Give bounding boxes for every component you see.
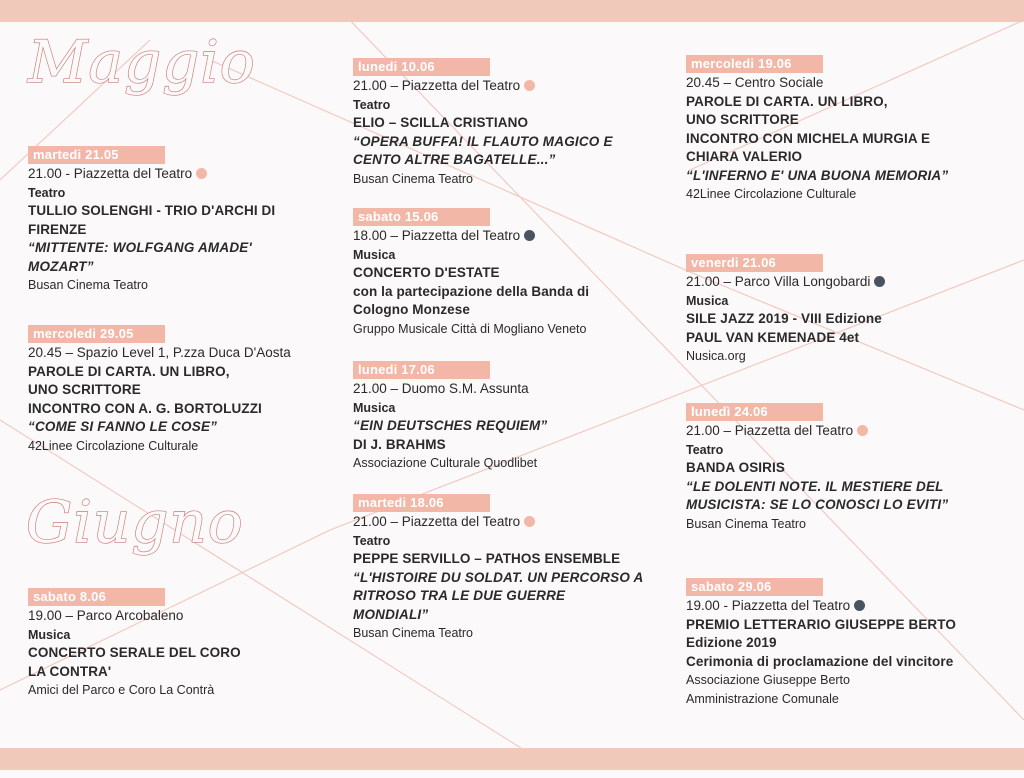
event-time-place bbox=[686, 597, 1006, 616]
event-title-line: Cologno Monzese bbox=[353, 302, 470, 317]
event-subtitle-line: “L'HISTOIRE DU SOLDAT. UN PERCORSO A bbox=[353, 569, 644, 585]
event-title-line: LA CONTRA' bbox=[28, 663, 112, 679]
event-time-place bbox=[353, 77, 673, 96]
event-subtitle-line: “LE DOLENTI NOTE. IL MESTIERE DEL bbox=[686, 478, 944, 494]
category-dot-icon bbox=[874, 276, 885, 287]
event-time-text: 21.00 – Piazzetta del Teatro bbox=[353, 78, 521, 93]
event-title-line: PAUL VAN KEMENADE 4et bbox=[686, 329, 860, 345]
event-card bbox=[353, 361, 673, 473]
event-date-badge: sabato 29.06 bbox=[686, 578, 823, 596]
event-title-line: INCONTRO CON MICHELA MURGIA E bbox=[686, 130, 931, 146]
event-category: Musica bbox=[686, 293, 729, 308]
event-organizer: 42Linee Circolazione Culturale bbox=[28, 438, 199, 453]
event-subtitle-line: “L'INFERNO E' UNA BUONA MEMORIA” bbox=[686, 167, 949, 183]
event-title-line: PEPPE SERVILLO – PATHOS ENSEMBLE bbox=[353, 551, 621, 566]
event-subtitle-line: CENTO ALTRE BAGATELLE...” bbox=[353, 152, 556, 167]
category-dot-icon bbox=[196, 168, 207, 179]
event-subtitle-line: “COME SI FANNO LE COSE” bbox=[28, 419, 218, 434]
event-title-line: BANDA OSIRIS bbox=[686, 460, 785, 475]
event-organizer: 42Linee Circolazione Culturale bbox=[686, 187, 857, 201]
event-subtitle-line: RITROSO TRA LE DUE GUERRE bbox=[353, 588, 566, 603]
event-title-line: FIRENZE bbox=[28, 221, 87, 237]
event-time-place bbox=[686, 74, 1006, 93]
event-date-badge: mercoledi 19.06 bbox=[686, 55, 823, 73]
event-category: Teatro bbox=[353, 97, 391, 112]
category-dot-icon bbox=[524, 230, 535, 241]
event-organizer: Amici del Parco e Coro La Contrà bbox=[28, 683, 215, 697]
event-time-text: 19.00 – Parco Arcobaleno bbox=[28, 608, 184, 623]
event-category: Teatro bbox=[686, 442, 724, 457]
event-date-badge: mercoledi 29.05 bbox=[28, 325, 165, 343]
event-title-line: SILE JAZZ 2019 - VIII Edizione bbox=[686, 311, 882, 326]
event-subtitle-line: “EIN DEUTSCHES REQUIEM” bbox=[353, 418, 548, 433]
event-category: Teatro bbox=[28, 185, 66, 200]
event-title-line: con la partecipazione della Banda di bbox=[353, 283, 590, 299]
event-subtitle-line: MOZART” bbox=[28, 258, 94, 274]
event-organizer: Nusica.org bbox=[686, 349, 746, 363]
event-time-text: 21.00 - Piazzetta del Teatro bbox=[28, 166, 193, 181]
event-card bbox=[353, 208, 673, 338]
event-organizer: Busan Cinema Teatro bbox=[28, 278, 148, 292]
event-category: Musica bbox=[353, 400, 396, 415]
event-organizer: Gruppo Musicale Città di Mogliano Veneto bbox=[353, 321, 587, 336]
event-subtitle-line: MONDIALI” bbox=[353, 606, 429, 622]
event-card bbox=[28, 146, 348, 295]
event-time-text: 21.00 – Piazzetta del Teatro bbox=[353, 514, 521, 529]
event-date-badge: martedi 21.05 bbox=[28, 146, 165, 164]
event-title-line: Edizione 2019 bbox=[686, 635, 777, 650]
event-organizer: Associazione Culturale Quodlibet bbox=[353, 456, 538, 470]
category-dot-icon bbox=[857, 425, 868, 436]
event-time-place bbox=[353, 513, 673, 532]
event-subtitle-line: MUSICISTA: SE LO CONOSCI LO EVITI” bbox=[686, 497, 949, 512]
event-card bbox=[686, 578, 1006, 708]
event-card bbox=[686, 55, 1006, 204]
event-time-text: 21.00 – Duomo S.M. Assunta bbox=[353, 381, 529, 396]
category-dot-icon bbox=[854, 600, 865, 611]
event-card bbox=[686, 403, 1006, 533]
event-title-line: INCONTRO CON A. G. BORTOLUZZI bbox=[28, 400, 262, 416]
event-card bbox=[28, 325, 348, 455]
category-dot-icon bbox=[524, 80, 535, 91]
event-organizer: Busan Cinema Teatro bbox=[353, 171, 473, 186]
event-date-badge: sabato 15.06 bbox=[353, 208, 490, 226]
event-date-badge: martedi 18.06 bbox=[353, 494, 490, 512]
event-title-line: CHIARA VALERIO bbox=[686, 149, 803, 164]
event-time-text: 21.00 – Piazzetta del Teatro bbox=[686, 423, 854, 438]
event-organizer: Busan Cinema Teatro bbox=[686, 516, 806, 531]
event-title-line: ELIO – SCILLA CRISTIANO bbox=[353, 115, 529, 130]
event-time-place bbox=[353, 227, 673, 246]
event-card bbox=[353, 494, 673, 643]
event-title-line: DI J. BRAHMS bbox=[353, 436, 446, 452]
event-card bbox=[686, 254, 1006, 366]
event-title-line: PREMIO LETTERARIO GIUSEPPE BERTO bbox=[686, 616, 956, 632]
event-date-badge: lunedi 17.06 bbox=[353, 361, 490, 379]
event-time-text: 21.00 – Parco Villa Longobardi bbox=[686, 274, 871, 289]
event-title-line: PAROLE DI CARTA. UN LIBRO, bbox=[28, 363, 230, 379]
event-title-line: CONCERTO SERALE DEL CORO bbox=[28, 645, 241, 660]
category-dot-icon bbox=[524, 516, 535, 527]
event-time-text: 19.00 - Piazzetta del Teatro bbox=[686, 598, 851, 613]
event-time-place bbox=[28, 344, 348, 363]
event-title-line: UNO SCRITTORE bbox=[28, 382, 141, 397]
event-subtitle-line: “MITTENTE: WOLFGANG AMADE' bbox=[28, 240, 252, 255]
event-title-line: Cerimonia di proclamazione del vincitore bbox=[686, 653, 954, 669]
event-subtitle-line: “OPERA BUFFA! IL FLAUTO MAGICO E bbox=[353, 133, 613, 149]
event-organizer: Busan Cinema Teatro bbox=[353, 626, 473, 640]
event-time-place bbox=[28, 165, 348, 184]
event-card bbox=[353, 58, 673, 188]
event-time-place bbox=[353, 380, 673, 399]
top-band bbox=[0, 0, 1024, 22]
event-date-badge: lunedì 24.06 bbox=[686, 403, 823, 421]
event-time-place bbox=[28, 607, 348, 626]
bottom-band bbox=[0, 748, 1024, 770]
event-category: Teatro bbox=[353, 533, 391, 548]
event-organizer: Associazione Giuseppe Berto bbox=[686, 673, 850, 687]
event-time-place bbox=[686, 422, 1006, 441]
event-card bbox=[28, 588, 348, 700]
event-time-text: 18.00 – Piazzetta del Teatro bbox=[353, 228, 521, 243]
event-date-badge: lunedi 10.06 bbox=[353, 58, 490, 76]
event-time-text: 20.45 – Spazio Level 1, P.zza Duca D'Aosta bbox=[28, 345, 291, 360]
event-date-badge: venerdi 21.06 bbox=[686, 254, 823, 272]
event-organizer: Amministrazione Comunale bbox=[686, 691, 839, 706]
event-date-badge: sabato 8.06 bbox=[28, 588, 165, 606]
event-title-line: TULLIO SOLENGHI - TRIO D'ARCHI DI bbox=[28, 203, 276, 218]
event-title-line: PAROLE DI CARTA. UN LIBRO, bbox=[686, 93, 888, 109]
event-title-line: UNO SCRITTORE bbox=[686, 112, 799, 127]
event-time-place bbox=[686, 273, 1006, 292]
event-title-line: CONCERTO D'ESTATE bbox=[353, 265, 500, 280]
event-time-text: 20.45 – Centro Sociale bbox=[686, 75, 824, 90]
month-title-may: Maggio bbox=[28, 28, 256, 96]
event-category: Musica bbox=[353, 247, 396, 262]
month-title-june: Giugno bbox=[26, 488, 244, 556]
event-category: Musica bbox=[28, 627, 71, 642]
